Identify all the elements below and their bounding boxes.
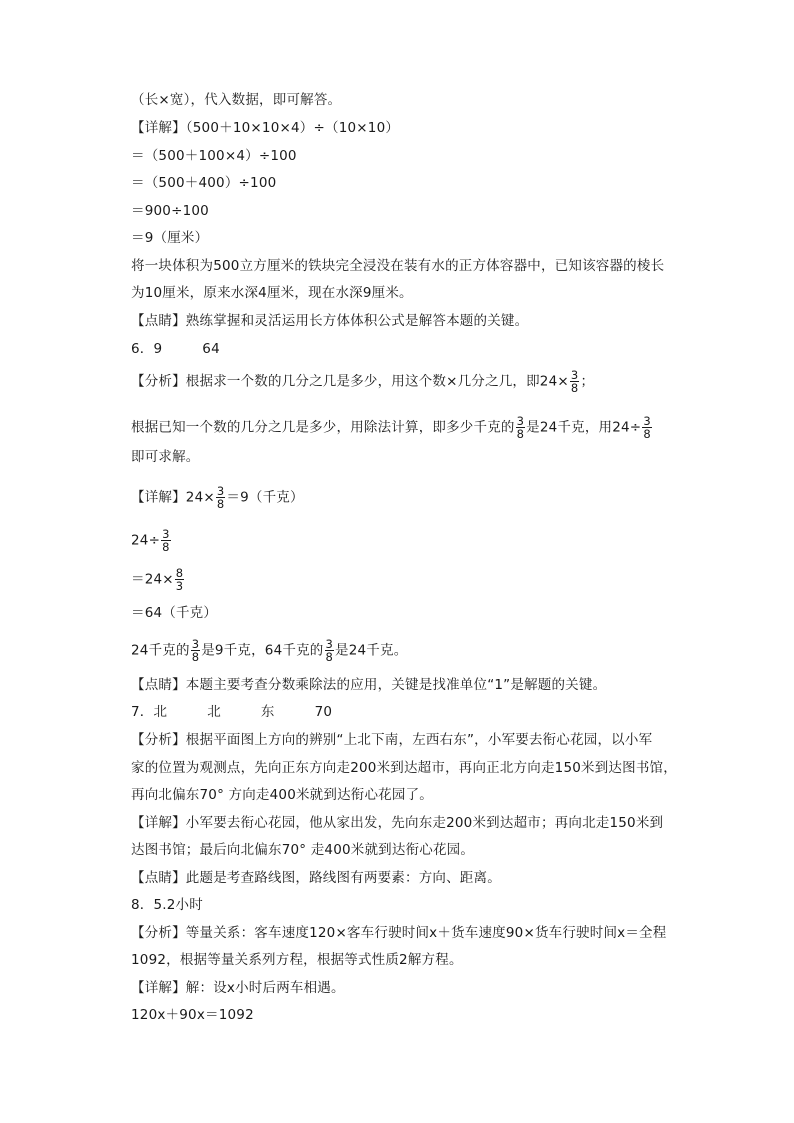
fraction [175, 567, 185, 592]
text-line: 1092，根据等量关系列方程，根据等式性质2解方程。 [131, 952, 463, 968]
fraction-denominator: 8 [191, 650, 200, 664]
text-line: ＝900÷100 [131, 203, 209, 219]
text-line: 为10厘米，原来水深4厘米，现在水深9厘米。 [131, 285, 413, 301]
text-line: 【点睛】此题是考查路线图，路线图有两要素：方向、距离。 [131, 870, 501, 886]
text-line: 【详解】解：设x小时后两车相遇。 [131, 980, 345, 996]
text-line: 家的位置为观测点，先向正东方向走200米到达超市，再向正北方向走150米到达图书馆， [131, 760, 677, 776]
fraction-numerator: 3 [643, 414, 651, 428]
text-segment: 24千克的 [131, 642, 190, 659]
fraction [642, 415, 652, 440]
text-line: ＝9（厘米） [131, 230, 209, 246]
text-line: 将一块体积为500立方厘米的铁块完全浸没在装有水的正方体容器中，已知该容器的棱长 [131, 258, 665, 274]
text-line-with-fraction [131, 415, 653, 440]
text-segment: ＝9（千克） [226, 489, 304, 506]
text-segment: 是24千克。 [335, 642, 408, 659]
text-line: （长×宽），代入数据，即可解答。 [131, 92, 342, 108]
text-line: ＝（500＋100×4）÷100 [131, 148, 297, 164]
fraction [570, 369, 580, 394]
answer-line-7 [131, 702, 332, 722]
fraction-numerator: 3 [191, 637, 200, 651]
fraction-denominator: 8 [516, 427, 525, 441]
fraction-numerator: 8 [175, 566, 184, 580]
text-line: 再向北偏东70° 方向走400米就到达衔心花园了。 [131, 787, 433, 803]
text-segment: 是9千克，64千克的 [201, 642, 324, 659]
fraction-numerator: 3 [570, 368, 579, 382]
text-line: 120x＋90x＝1092 [131, 1007, 254, 1023]
text-segment: 【详解】24× [131, 489, 215, 506]
text-line: 8．5.2小时 [131, 897, 203, 913]
fraction [216, 485, 226, 510]
text-line: 【点睛】熟练掌握和灵活运用长方体体积公式是解答本题的关键。 [131, 313, 529, 329]
text-segment: 根据已知一个数的几分之几是多少，用除法计算，即多少千克的 [131, 419, 515, 436]
answer-value: 东 [260, 704, 275, 720]
fraction [516, 415, 526, 440]
text-segment: 【分析】根据求一个数的几分之几是多少，用这个数×几分之几，即24× [131, 373, 569, 390]
text-line-with-fraction [131, 567, 185, 592]
answer-value: 北 [207, 704, 221, 720]
fraction [191, 638, 201, 663]
fraction-denominator: 8 [643, 427, 651, 441]
fraction-denominator: 8 [162, 540, 170, 554]
fraction-numerator: 3 [516, 414, 525, 428]
text-segment: 是24千克，用24÷ [526, 419, 642, 436]
fraction-denominator: 8 [325, 650, 334, 664]
answer-value: 64 [202, 341, 220, 357]
text-line: 即可求解。 [131, 449, 200, 465]
text-line: ＝64（千克） [131, 605, 218, 621]
text-segment: ＝24× [131, 571, 174, 588]
fraction-denominator: 8 [216, 497, 225, 511]
text-line: 【点睛】本题主要考查分数乘除法的应用，关键是找准单位“1”是解题的关键。 [131, 677, 607, 693]
question-number: 7．北 [131, 704, 168, 720]
text-segment: ； [580, 373, 595, 390]
text-line: 【详解】小军要去衔心花园，他从家出发，先向东走200米到达超市；再向北走150米到 [131, 815, 664, 831]
text-line: 【详解】（500＋10×10×4）÷（10×10） [131, 120, 400, 136]
text-segment: 24÷ [131, 532, 161, 549]
fraction-denominator: 8 [570, 381, 579, 395]
question-number: 6．9 [131, 341, 163, 357]
answer-line-6 [131, 339, 220, 359]
text-line-with-fraction [131, 485, 304, 510]
text-line: 【分析】根据平面图上方向的辨别“上北下南，左西右东”，小军要去衔心花园，以小军 [131, 732, 653, 748]
fraction [161, 528, 171, 553]
text-line: ＝（500＋400）÷100 [131, 175, 277, 191]
text-line: 【分析】等量关系：客车速度120×客车行驶时间x＋货车速度90×货车行驶时间x＝全程 [131, 925, 667, 941]
text-line-with-fraction [131, 638, 407, 663]
fraction [325, 638, 335, 663]
fraction-numerator: 3 [162, 527, 170, 541]
text-line: 达图书馆；最后向北偏东70° 走400米就到达衔心花园。 [131, 842, 475, 858]
fraction-numerator: 3 [325, 637, 334, 651]
text-line-with-fraction [131, 528, 172, 553]
fraction-numerator: 3 [216, 484, 225, 498]
answer-value: 70 [314, 704, 333, 720]
text-line-with-fraction [131, 369, 594, 394]
fraction-denominator: 3 [175, 579, 184, 593]
